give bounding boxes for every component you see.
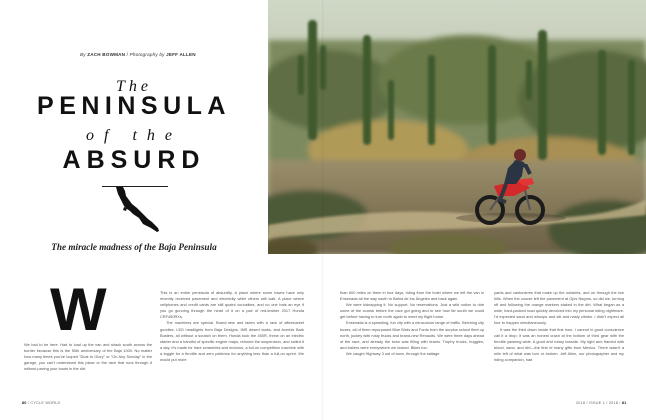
byline-by: By: [80, 52, 86, 57]
magazine-name: CYCLE WORLD: [30, 401, 61, 405]
drop-cap: W: [50, 276, 107, 343]
paragraph: yards and cantonieres that make up the outskirts, and on through the low hills. When the course left the pavement at Ojos Negros, so did we, turning off and following the orange markers staked in the dirt. What began as a wide, hard-packed road quickly devolved into my personal riding nightmare. I'd expected sand and whoops and silt and nasty climbs. I didn't expect all four to happen simultaneously.: [494, 290, 624, 326]
folio-left: [22, 401, 60, 405]
hero-photo: [268, 0, 646, 254]
body-column-4: [494, 290, 624, 363]
folio-separator: /: [619, 401, 621, 405]
body-column-3: [340, 290, 484, 357]
paragraph: We caught Highway 3 out of town, through the saltage: [346, 350, 440, 356]
title-line-peninsula: PENINSULA: [37, 92, 231, 120]
byline-author: ZACH BOWMAN: [87, 52, 126, 57]
title-line-the: The: [116, 78, 152, 95]
folio-separator: /: [606, 401, 608, 405]
title-line-of-the: of the: [86, 127, 182, 144]
body-column-1: [24, 342, 152, 372]
paragraph: The machines are special. Brand-new and laden with a rack of aftermarket goodies. LED headlights from Baja Designs, IMS desert tanks, and Acerbis Bark Busters, all without a scratch on them. Honda took the 450R, threw on an electric starter and a handful of specific engine maps, retuned the suspension, and called it a day. It's made for hare scrambles and enduros, a full-on competition machine with a toggle for a throttle and zero patience for anything less than a full-on sprint. We would put more: [160, 320, 304, 363]
paragraph: We were kidnapping it. No support. No reservations. Just a wild notion to ride some of the course before the race got going and to see how far south we could get before having to turn north again to meet my flight home.: [340, 302, 484, 320]
byline-separator: /: [126, 52, 129, 57]
paragraph: Ensenada is a sprawling, fun city with a miraculous range of traffic. Belching city buses, all of them repurposed Blue Birds and Fords from the surplus school fleet up north, jockey with rusty trucks and brand-new Renaults. We were three days ahead of the race, and already the town was filling with teams. Trophy trucks, buggies, and trailers were everywhere we looked. Bikes too.: [340, 320, 484, 350]
folio-separator: /: [586, 401, 588, 405]
article-subtitle: The miracle madness of the Baja Peninsula: [51, 242, 217, 252]
body-column-2: [160, 290, 304, 363]
paragraph: This is an entire peninsula of absurdity. A place where some towns have only recently received pavement and electricity while others still wait. A place where cellphones and credit cards are still quaint curiosities, and no one bats an eye if you go gunning through the heart of it on a pair of red-leather 2017 Honda CRF450RXs.: [160, 290, 304, 320]
page-number-right: 81: [621, 401, 627, 405]
paragraph: It was the third down inside that first hour. I cannot in good conscience call it a drop; it was an honest crash at the bottom of third gear with the throttle yawning wide. A good and rotary lowside. My right arm framed with blood, sand, and dirt—the first of many gifts from Mexico. There wasn't a mile left of what was torn or broken. Jeff Allen, our photographer and my riding companion, had: [494, 326, 624, 363]
folio-date: 2018: [576, 401, 586, 405]
byline: [80, 52, 196, 57]
folio-right: [576, 401, 626, 405]
folio-year: 2018: [608, 401, 619, 405]
title-line-absurd: ABSURD: [62, 146, 206, 174]
folio-issue: ISSUE 1: [589, 401, 606, 405]
paragraph: than 600 miles on them in four days, riding from the hotel where we left the van in Ensenada all the way south to Bahía de los Ángeles and back again.: [340, 290, 484, 302]
folio-separator: /: [27, 401, 30, 405]
baja-map-icon: [110, 187, 164, 238]
byline-photographer: JEFF ALLEN: [166, 52, 196, 57]
byline-photo-credit: Photography by: [129, 52, 165, 57]
paragraph: We had to be here. Had to load up the van and shack south across the border because this is the 50th anniversary of the Baja 1000. No matter how many times you've looped “Dust to Glory” or “On Any Sunday” in the garage, you can't understand this place or the race that runs through it without paving your boots in the dirt.: [24, 342, 152, 372]
page-number-left: 80: [22, 401, 27, 405]
page-gutter: [322, 0, 324, 420]
